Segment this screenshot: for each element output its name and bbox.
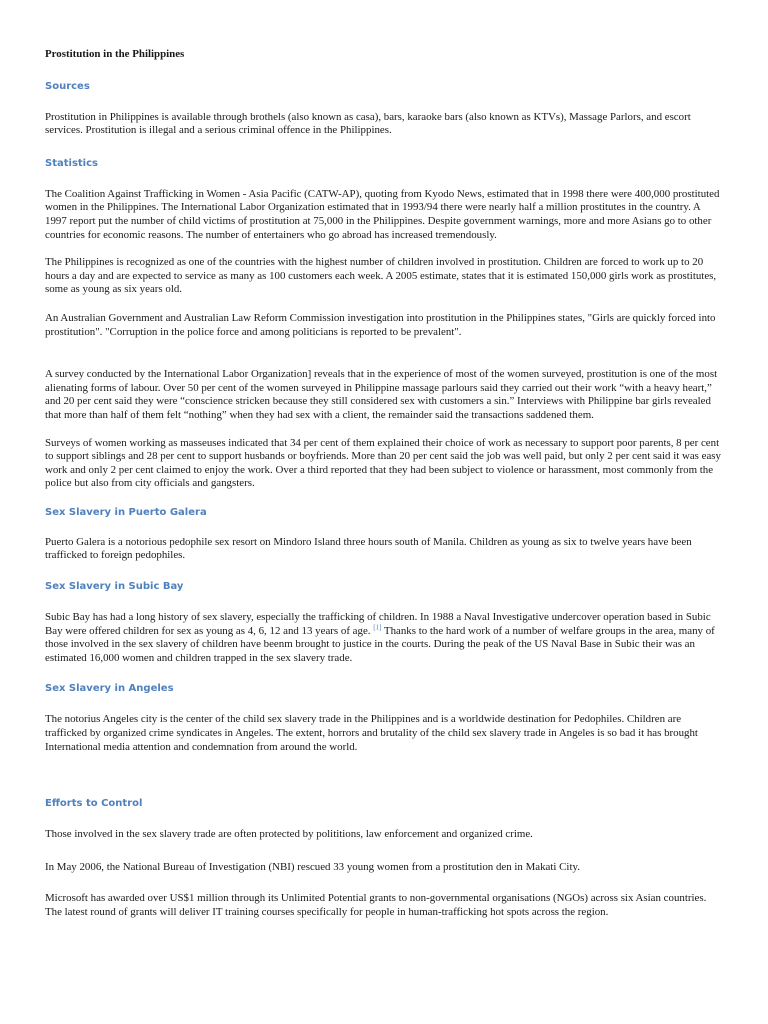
- heading-puerto-galera: Sex Slavery in Puerto Galera: [45, 506, 207, 518]
- paragraph-statistics-1: The Coalition Against Trafficking in Women - Asia Pacific (CATW-AP), quoting from Kyodo News, estimated that in 1998 there were 400,000 prostituted women in the Philippines. The International Labor Organization estimated that in 1993/94 there were nearly half a million prostitutes in the country. A 1997 report put the number of child victims of prostitution at 75,000 in the Philippines. Despite government warnings, more and more Asians go to other countries for economic reasons. The number of entertainers who go abroad has increased tremendously.: [45, 187, 720, 241]
- paragraph-subic-bay-part2: Thanks to the hard work of a number of welfare groups in the area, many of those involved in the sex slavery of children have beenm brought to justice in the courts. During the peak of the US Naval Base in Subic their was an estimated 16,000 women and children trapped in the sex slavery trade.: [45, 624, 715, 664]
- heading-statistics: Statistics: [45, 157, 98, 169]
- heading-angeles: Sex Slavery in Angeles: [45, 683, 174, 695]
- paragraph-angeles: The notorius Angeles city is the center of the child sex slavery trade in the Philippines and is a worldwide destination for Pedophiles. Children are trafficked by organized crime syndicates in Angeles. The extent, horrors and brutality of the child sex slavery trade in Angeles is so bad it has brought International media attention and condemnation from around the world.: [45, 713, 698, 753]
- document-page: [45, 48, 723, 920]
- paragraph-statistics-3: An Australian Government and Australian Law Reform Commission investigation into prostitution in the Philippines states, "Girls are quickly forced into prostitution". "Corruption in the police force and among politicians is reported to be prevalent".: [45, 311, 716, 338]
- paragraph-statistics-5: Surveys of women working as masseuses indicated that 34 per cent of them explained their choice of work as necessary to support poor parents, 8 per cent to support siblings and 28 per cent to support husbands or boyfriends. More than 20 per cent said the job was well paid, but only 2 per cent said it was easy work and only 2 per cent claimed to enjoy the work. Over a third reported that they had been subject to violence or harassment, most commonly from the police but also from city officials and gangsters.: [45, 436, 721, 490]
- paragraph-subic-bay: [45, 611, 723, 665]
- heading-subic-bay: Sex Slavery in Subic Bay: [45, 581, 184, 593]
- paragraph-sources: Prostitution in Philippines is available through brothels (also known as casa), bars, karaoke bars (also known as KTVs), Massage Parlors, and escort services. Prostitution is illegal and a serious criminal offence in the Philippines.: [45, 110, 691, 137]
- paragraph-efforts-1: Those involved in the sex slavery trade are often protected by polititions, law enforcement and organized crime.: [45, 828, 533, 841]
- paragraph-efforts-2: In May 2006, the National Bureau of Investigation (NBI) rescued 33 young women from a prostitution den in Makati City.: [45, 860, 580, 873]
- paragraph-efforts-3: Microsoft has awarded over US$1 million through its Unlimited Potential grants to non-governmental organisations (NGOs) across six Asian countries. The latest round of grants will deliver IT training courses specifically for people in human-trafficking hot spots across the region.: [45, 892, 707, 918]
- paragraph-statistics-2: The Philippines is recognized as one of the countries with the highest number of children involved in prostitution. Children are forced to work up to 20 hours a day and are expected to service as many as 100 customers each week. A 2005 estimate, states that it is estimated 150,000 girls work as prostitutes, some as young as six years old.: [45, 256, 717, 296]
- heading-efforts-to-control: Efforts to Control: [45, 798, 143, 810]
- heading-sources: Sources: [45, 80, 90, 92]
- paragraph-subic-bay-part1: Subic Bay has had a long history of sex slavery, especially the trafficking of children. In 1988 a Naval Investigative undercover operation based in Subic Bay were offered children for sex as young as 4, 6, 12 and 13 years of age.: [45, 611, 711, 637]
- reference-link[interactable]: [1]: [373, 623, 382, 632]
- paragraph-puerto-galera: Puerto Galera is a notorious pedophile sex resort on Mindoro Island three hours south of Manila. Children as young as six to twelve years have been trafficked to foreign pedophiles.: [45, 535, 692, 562]
- document-title: Prostitution in the Philippines: [45, 48, 185, 60]
- paragraph-statistics-4: A survey conducted by the International Labor Organization] reveals that in the experience of most of the women surveyed, prostitution is one of the most alienating forms of labour. Over 50 per cent of the women surveyed in Philippine massage parlours said they carried out their work “with a heavy heart,” and 20 per cent said they were “conscience stricken because they still considered sex with customers a sin.” Interviews with Philippine bar girls revealed that more than half of them felt “nothing” when they had sex with a client, the remainder said the transactions saddened them.: [45, 368, 718, 421]
